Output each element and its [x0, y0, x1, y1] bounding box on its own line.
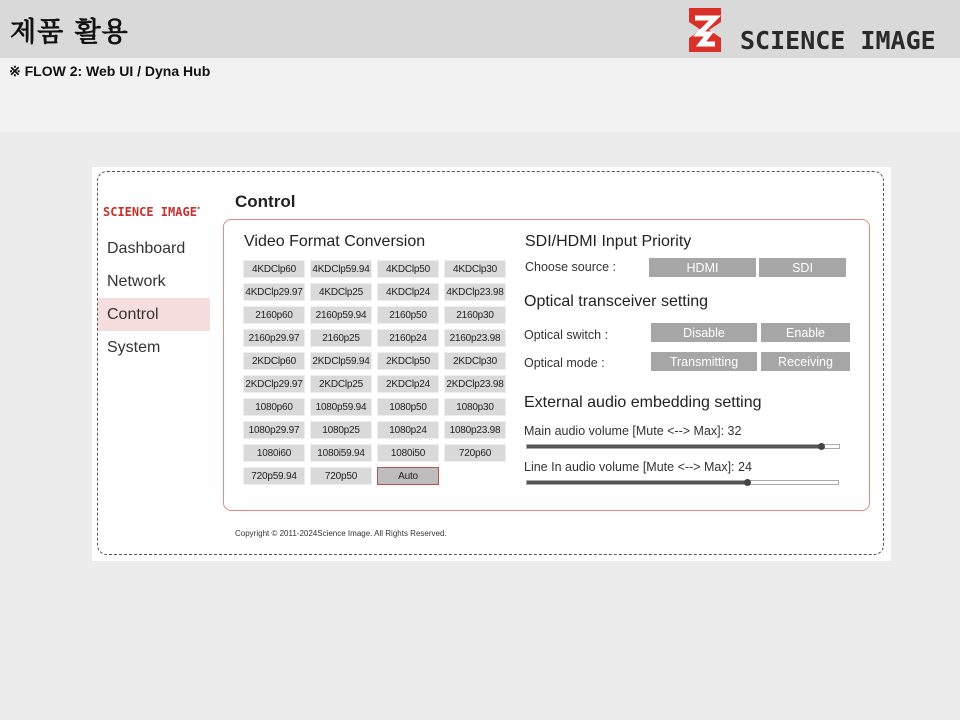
format-button[interactable]: 4KDClp30 — [444, 260, 506, 278]
format-button[interactable]: 2KDClp29.97 — [243, 375, 305, 393]
format-button[interactable]: 2KDClp30 — [444, 352, 506, 370]
slide-subtitle: ※ FLOW 2: Web UI / Dyna Hub — [9, 63, 211, 79]
format-button[interactable]: 2KDClp50 — [377, 352, 439, 370]
copyright: Copyright © 2011-2024Science Image. All Rights Reserved. — [235, 529, 447, 538]
format-button[interactable]: 2160p60 — [243, 306, 305, 324]
video-format-title: Video Format Conversion — [244, 233, 426, 250]
sidebar-item-network[interactable]: Network — [107, 273, 166, 290]
optical-transmitting-button[interactable]: Transmitting — [651, 352, 757, 371]
format-button[interactable]: 2160p30 — [444, 306, 506, 324]
format-button[interactable]: 1080i59.94 — [310, 444, 372, 462]
format-button[interactable]: 1080p24 — [377, 421, 439, 439]
format-button[interactable]: 2160p59.94 — [310, 306, 372, 324]
line-audio-slider-thumb[interactable] — [744, 479, 751, 486]
optical-mode-label: Optical mode : — [524, 356, 605, 370]
format-button[interactable]: 1080p50 — [377, 398, 439, 416]
format-button[interactable]: 720p60 — [444, 444, 506, 462]
sidebar-item-control[interactable]: Control — [98, 298, 210, 331]
main-audio-label: Main audio volume [Mute <--> Max]: 32 — [524, 424, 742, 438]
line-audio-label: Line In audio volume [Mute <--> Max]: 24 — [524, 460, 752, 474]
format-button[interactable]: 720p50 — [310, 467, 372, 485]
input-priority-title: SDI/HDMI Input Priority — [525, 233, 692, 250]
format-button[interactable]: 4KDClp59.94 — [310, 260, 372, 278]
format-button[interactable]: 4KDClp23.98 — [444, 283, 506, 301]
source-hdmi-button[interactable]: HDMI — [649, 258, 756, 277]
format-button[interactable]: 2160p23.98 — [444, 329, 506, 347]
format-button[interactable]: 1080p25 — [310, 421, 372, 439]
format-button[interactable]: 4KDClp24 — [377, 283, 439, 301]
main-audio-slider-fill — [527, 445, 821, 448]
format-button[interactable]: 2160p24 — [377, 329, 439, 347]
format-button[interactable]: 2160p50 — [377, 306, 439, 324]
brand-name: SCIENCE IMAGE — [740, 26, 936, 55]
optical-disable-button[interactable]: Disable — [651, 323, 757, 342]
line-audio-slider-fill — [527, 481, 747, 484]
format-button[interactable]: 720p59.94 — [243, 467, 305, 485]
optical-switch-label: Optical switch : — [524, 328, 609, 342]
line-audio-slider[interactable] — [526, 480, 839, 485]
app-logo-mark: * — [196, 206, 201, 213]
control-panel — [223, 219, 870, 511]
format-button[interactable]: 2KDClp23.98 — [444, 375, 506, 393]
format-button[interactable]: 4KDClp25 — [310, 283, 372, 301]
format-button[interactable]: 2KDClp24 — [377, 375, 439, 393]
source-sdi-button[interactable]: SDI — [759, 258, 846, 277]
format-button[interactable]: 1080i50 — [377, 444, 439, 462]
app-logo — [103, 205, 201, 219]
format-button[interactable]: 2KDClp59.94 — [310, 352, 372, 370]
slide-header — [0, 0, 960, 58]
format-button[interactable]: 2KDClp25 — [310, 375, 372, 393]
optical-title: Optical transceiver setting — [524, 293, 709, 310]
sidebar — [98, 232, 210, 364]
format-button[interactable]: 4KDClp50 — [377, 260, 439, 278]
format-button[interactable]: 1080p59.94 — [310, 398, 372, 416]
format-button[interactable]: 2160p25 — [310, 329, 372, 347]
main-audio-slider-thumb[interactable] — [818, 443, 825, 450]
page-title: Control — [235, 192, 296, 211]
brand-logo-icon — [685, 6, 725, 54]
subtitle-band — [0, 58, 960, 132]
format-button[interactable]: 1080i60 — [243, 444, 305, 462]
sidebar-item-dashboard[interactable]: Dashboard — [107, 240, 186, 257]
slide-title: 제품 활용 — [10, 17, 129, 48]
format-button[interactable]: 1080p30 — [444, 398, 506, 416]
app-logo-text: SCIENCE IMAGE — [103, 205, 197, 219]
format-button[interactable]: 2KDClp60 — [243, 352, 305, 370]
format-button[interactable]: 1080p29.97 — [243, 421, 305, 439]
brand — [685, 4, 960, 58]
optical-receiving-button[interactable]: Receiving — [761, 352, 850, 371]
sidebar-item-system[interactable]: System — [107, 339, 161, 356]
format-button[interactable]: 2160p29.97 — [243, 329, 305, 347]
choose-source-label: Choose source : — [525, 260, 617, 274]
format-button[interactable]: 1080p23.98 — [444, 421, 506, 439]
main-audio-slider[interactable] — [526, 444, 840, 449]
format-button[interactable]: Auto — [377, 467, 439, 485]
format-button[interactable]: 4KDClp29.97 — [243, 283, 305, 301]
format-button[interactable]: 4KDClp60 — [243, 260, 305, 278]
optical-enable-button[interactable]: Enable — [761, 323, 850, 342]
web-ui-screenshot — [92, 167, 891, 561]
video-format-grid — [243, 260, 506, 485]
audio-title: External audio embedding setting — [524, 394, 762, 411]
format-button[interactable]: 1080p60 — [243, 398, 305, 416]
